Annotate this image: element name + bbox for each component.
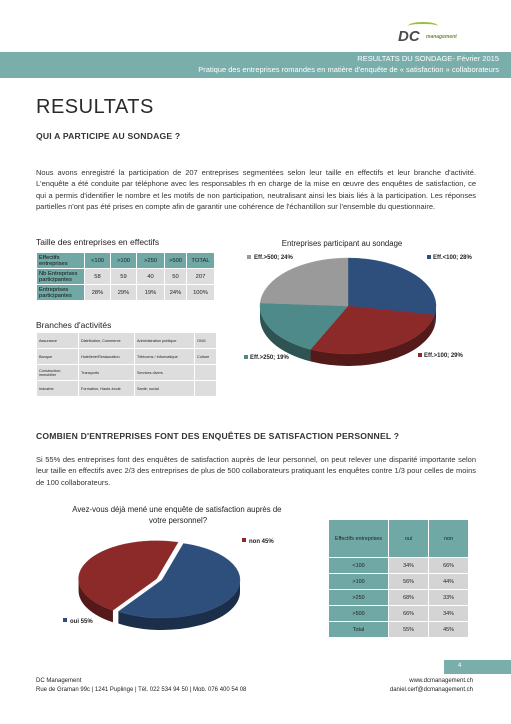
footer-website[interactable]: www.dcmanagement.ch (409, 678, 473, 684)
col-header: Effectifs entreprises (329, 520, 389, 558)
table-cell (195, 365, 217, 381)
table-cell: 50 (165, 269, 187, 285)
branches-title: Branches d'activités (36, 320, 112, 330)
table-cell: Hotellerie/Restauration (79, 349, 135, 365)
pie-label: Eff.>250; 19% (250, 355, 289, 361)
col-header: <100 (85, 253, 111, 269)
table-cell: Assurance (37, 333, 79, 349)
pie-slice (348, 258, 436, 315)
section2-heading: COMBIEN D'ENTREPRISES FONT DES ENQUÊTES DE SATISFACTION PERSONNEL ? (36, 431, 400, 441)
table-cell: 33% (429, 590, 469, 606)
label-marker (418, 353, 422, 357)
table-cell: 19% (137, 285, 165, 301)
pie-slices (260, 258, 436, 354)
table-cell: 55% (389, 622, 429, 638)
row-label: Nb Entreprises participantes (37, 269, 85, 285)
table-cell: 24% (165, 285, 187, 301)
pie-label: Eff.>100; 29% (424, 353, 463, 359)
table-cell: 28% (85, 285, 111, 301)
pie-label: Eff.>500; 24% (254, 255, 293, 261)
header-subtitle: Pratique des entreprises romandes en matière d'enquête de « satisfaction » collaborateurs (198, 65, 499, 74)
page-number: 4 (458, 663, 462, 669)
table-cell: 45% (429, 622, 469, 638)
pie-slices (79, 541, 240, 618)
logo-sub: management (426, 34, 457, 40)
table-cell: 68% (389, 590, 429, 606)
table-cell: Transports (79, 365, 135, 381)
table-cell: ONG (195, 333, 217, 349)
table-cell: 56% (389, 574, 429, 590)
table-cell: 34% (429, 606, 469, 622)
pie-label: non 45% (249, 539, 274, 545)
col-header: oui (389, 520, 429, 558)
chart-title: Avez-vous déjà mené une enquête de satisfaction auprès de votre personnel? (72, 505, 282, 525)
table-cell: 44% (429, 574, 469, 590)
chart-title: Entreprises participant au sondage (281, 239, 403, 248)
section2-paragraph: Si 55% des entreprises font des enquêtes de satisfaction auprès de leur personnel, on peut relever une disparité importante selon leur taille en effectifs avec 2/3 des entreprises de plus de 500 collaborateurs pratiquant les enquêtes contre 1/3 pour celles de moins de 100 collaborateurs. (36, 455, 476, 487)
table-cell: Santé, social (135, 381, 195, 397)
table-cell: Banque (37, 349, 79, 365)
row-label: >500 (329, 606, 389, 622)
table-cell: Services divers (135, 365, 195, 381)
satisfaction-pie-chart (30, 500, 320, 635)
table-cell: 100% (187, 285, 215, 301)
col-header: >250 (137, 253, 165, 269)
survey-table (328, 519, 469, 638)
row-label: >100 (329, 574, 389, 590)
label-marker (242, 538, 246, 542)
col-header: non (429, 520, 469, 558)
pie-slice (260, 258, 348, 306)
label-marker (427, 255, 431, 259)
table-cell: Télécoms / Informatique (135, 349, 195, 365)
label-marker (247, 255, 251, 259)
table-cell: 59 (111, 269, 137, 285)
section1-paragraph: Nous avons enregistré la participation de 207 entreprises segmentées selon leur taille en effectifs et leur branche d'activité. L'enquête a été conduite par téléphone avec les responsables rh en charge de la mise en œuvre des enquêtes de satisfaction, ce qui a permis d'identifier le nombre et les motifs de non participation, neutralisant ainsi les biais liés à la participation. Les réponses partielles n'ont pas été prises en compte afin de garantir une cohérence de l'échantillon sur l'ensemble du questionnaire. (36, 168, 476, 211)
label-marker (244, 355, 248, 359)
footer-band (444, 660, 511, 674)
table-cell: 29% (111, 285, 137, 301)
size-table-title: Taille des entreprises en effectifs (36, 237, 160, 247)
table-cell: 40 (137, 269, 165, 285)
table-cell: Formation, Haute-école (79, 381, 135, 397)
footer-email[interactable]: daniel.cerf@dcmanagement.ch (389, 687, 473, 693)
row-label: >250 (329, 590, 389, 606)
table-cell: Industrie (37, 381, 79, 397)
section1-heading: QUI A PARTICIPE AU SONDAGE ? (36, 131, 181, 141)
table-cell: 34% (389, 558, 429, 574)
page-title: RESULTATS (36, 96, 154, 118)
label-marker (63, 618, 67, 622)
row-label: <100 (329, 558, 389, 574)
header-title: RESULTATS DU SONDAGE- Février 2015 (357, 54, 499, 63)
pie-label: oui 55% (70, 619, 93, 625)
col-header: TOTAL (187, 253, 215, 269)
row-label: Effectifs entreprises (37, 253, 85, 269)
table-cell: 66% (389, 606, 429, 622)
col-header: >100 (111, 253, 137, 269)
logo: DC (398, 28, 420, 45)
table-cell: Administration publique (135, 333, 195, 349)
col-header: >500 (165, 253, 187, 269)
table-cell: Construction, immobilier (37, 365, 79, 381)
table-cell: 66% (429, 558, 469, 574)
participation-pie-chart (240, 234, 480, 384)
row-label: Entreprises participantes (37, 285, 85, 301)
pie-label: Eff.<100; 28% (433, 255, 472, 261)
table-cell: Culture (195, 349, 217, 365)
branches-table (36, 332, 217, 397)
table-cell: 58 (85, 269, 111, 285)
table-cell: Distribution, Commerce (79, 333, 135, 349)
footer-company: DC Management (36, 678, 82, 684)
footer-address: Rue de Graman 99c | 1241 Puplinge | Tél. 022 534 94 50 | Mob. 076 400 54 08 (36, 687, 247, 693)
size-table (36, 252, 215, 301)
row-label: Total (329, 622, 389, 638)
table-cell (195, 381, 217, 397)
table-cell: 207 (187, 269, 215, 285)
